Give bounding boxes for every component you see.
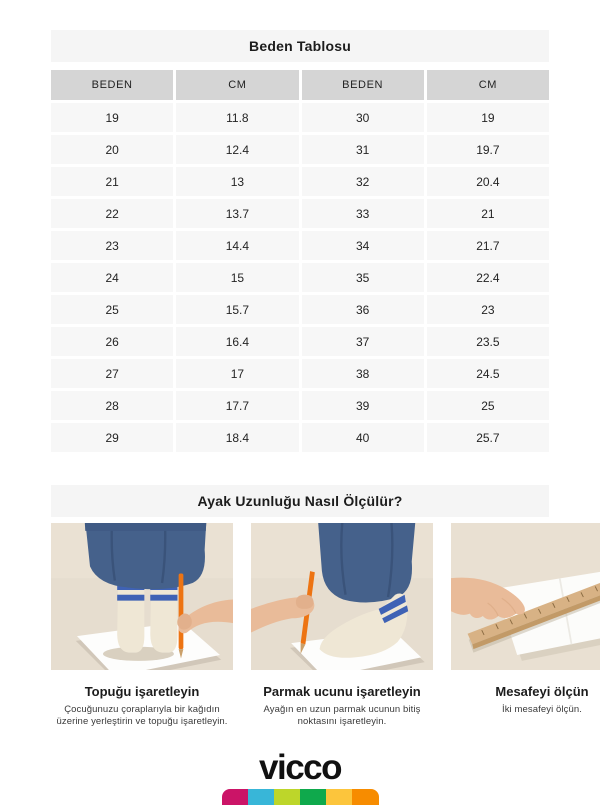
size-table-cell: 21: [427, 199, 549, 228]
size-table-cell: 21: [51, 167, 173, 196]
rainbow-segment: [222, 789, 248, 805]
rainbow-segment: [326, 789, 352, 805]
size-table-cell: 15.7: [176, 295, 298, 324]
size-table-cell: 13.7: [176, 199, 298, 228]
step-mark-heel-description: Çocuğunuzu çoraplarıyla bir kağıdın üzerine yerleştirin ve topuğu işaretleyin.: [56, 703, 228, 728]
size-table-cell: 21.7: [427, 231, 549, 260]
size-table-cell: 22: [51, 199, 173, 228]
size-table-cell: 12.4: [176, 135, 298, 164]
size-table-header: BEDEN: [302, 70, 424, 100]
mark-toe-illustration: [251, 523, 433, 670]
step-mark-toe-description: Ayağın en uzun parmak ucunun bitiş noktasını işaretleyin.: [263, 703, 421, 728]
measure-distance-photo: [451, 523, 600, 670]
measure-guide-title: Ayak Uzunluğu Nasıl Ölçülür?: [197, 493, 403, 509]
size-table-cell: 17.7: [176, 391, 298, 420]
size-table-cell: 36: [302, 295, 424, 324]
size-table-cell: 15: [176, 263, 298, 292]
size-table-cell: 25: [427, 391, 549, 420]
brand-footer: [51, 747, 549, 805]
size-table-cell: 35: [302, 263, 424, 292]
size-table-cell: 39: [302, 391, 424, 420]
mark-toe-photo: [251, 523, 433, 670]
size-table-cell: 23: [51, 231, 173, 260]
step-measure-distance-title: Mesafeyi ölçün: [495, 684, 589, 699]
size-table: [51, 70, 549, 452]
size-table-cell: 32: [302, 167, 424, 196]
size-table-cell: 19: [51, 103, 173, 132]
vicco-logo: vicco: [259, 747, 341, 787]
size-table-cell: 30: [302, 103, 424, 132]
size-table-cell: 25.7: [427, 423, 549, 452]
size-table-cell: 14.4: [176, 231, 298, 260]
size-guide-page: [51, 0, 589, 805]
size-table-cell: 28: [51, 391, 173, 420]
size-table-cell: 26: [51, 327, 173, 356]
size-table-cell: 40: [302, 423, 424, 452]
size-table-cell: 29: [51, 423, 173, 452]
size-table-cell: 34: [302, 231, 424, 260]
size-table-cell: 31: [302, 135, 424, 164]
size-table-cell: 23.5: [427, 327, 549, 356]
size-table-cell: 24: [51, 263, 173, 292]
measure-distance-illustration: [451, 523, 600, 670]
step-mark-toe: [251, 523, 433, 729]
size-table-cell: 16.4: [176, 327, 298, 356]
rainbow-segment: [352, 789, 378, 805]
size-table-cell: 27: [51, 359, 173, 388]
size-table-cell: 13: [176, 167, 298, 196]
size-table-cell: 19.7: [427, 135, 549, 164]
size-table-cell: 33: [302, 199, 424, 228]
measure-steps: [51, 523, 589, 729]
size-table-header: CM: [176, 70, 298, 100]
step-mark-toe-title: Parmak ucunu işaretleyin: [263, 684, 421, 699]
size-table-cell: 20: [51, 135, 173, 164]
size-table-header: BEDEN: [51, 70, 173, 100]
size-table-title: Beden Tablosu: [249, 38, 351, 54]
step-measure-distance: [451, 523, 600, 729]
rainbow-segment: [300, 789, 326, 805]
size-table-cell: 11.8: [176, 103, 298, 132]
size-table-cell: 19: [427, 103, 549, 132]
size-table-cell: 24.5: [427, 359, 549, 388]
mark-heel-photo: [51, 523, 233, 670]
size-table-title-bar: [51, 30, 549, 62]
mark-heel-illustration: [51, 523, 233, 670]
size-table-cell: 22.4: [427, 263, 549, 292]
size-table-cell: 38: [302, 359, 424, 388]
rainbow-segment: [274, 789, 300, 805]
measure-guide-title-bar: [51, 485, 549, 517]
size-table-cell: 23: [427, 295, 549, 324]
size-table-header: CM: [427, 70, 549, 100]
rainbow-segment: [248, 789, 274, 805]
size-table-cell: 17: [176, 359, 298, 388]
rainbow-bar: [222, 789, 379, 805]
step-mark-heel-title: Topuğu işaretleyin: [84, 684, 200, 699]
size-table-cell: 18.4: [176, 423, 298, 452]
step-measure-distance-description: İki mesafeyi ölçün.: [501, 703, 583, 715]
size-table-cell: 20.4: [427, 167, 549, 196]
size-table-cell: 25: [51, 295, 173, 324]
size-table-cell: 37: [302, 327, 424, 356]
step-mark-heel: [51, 523, 233, 729]
